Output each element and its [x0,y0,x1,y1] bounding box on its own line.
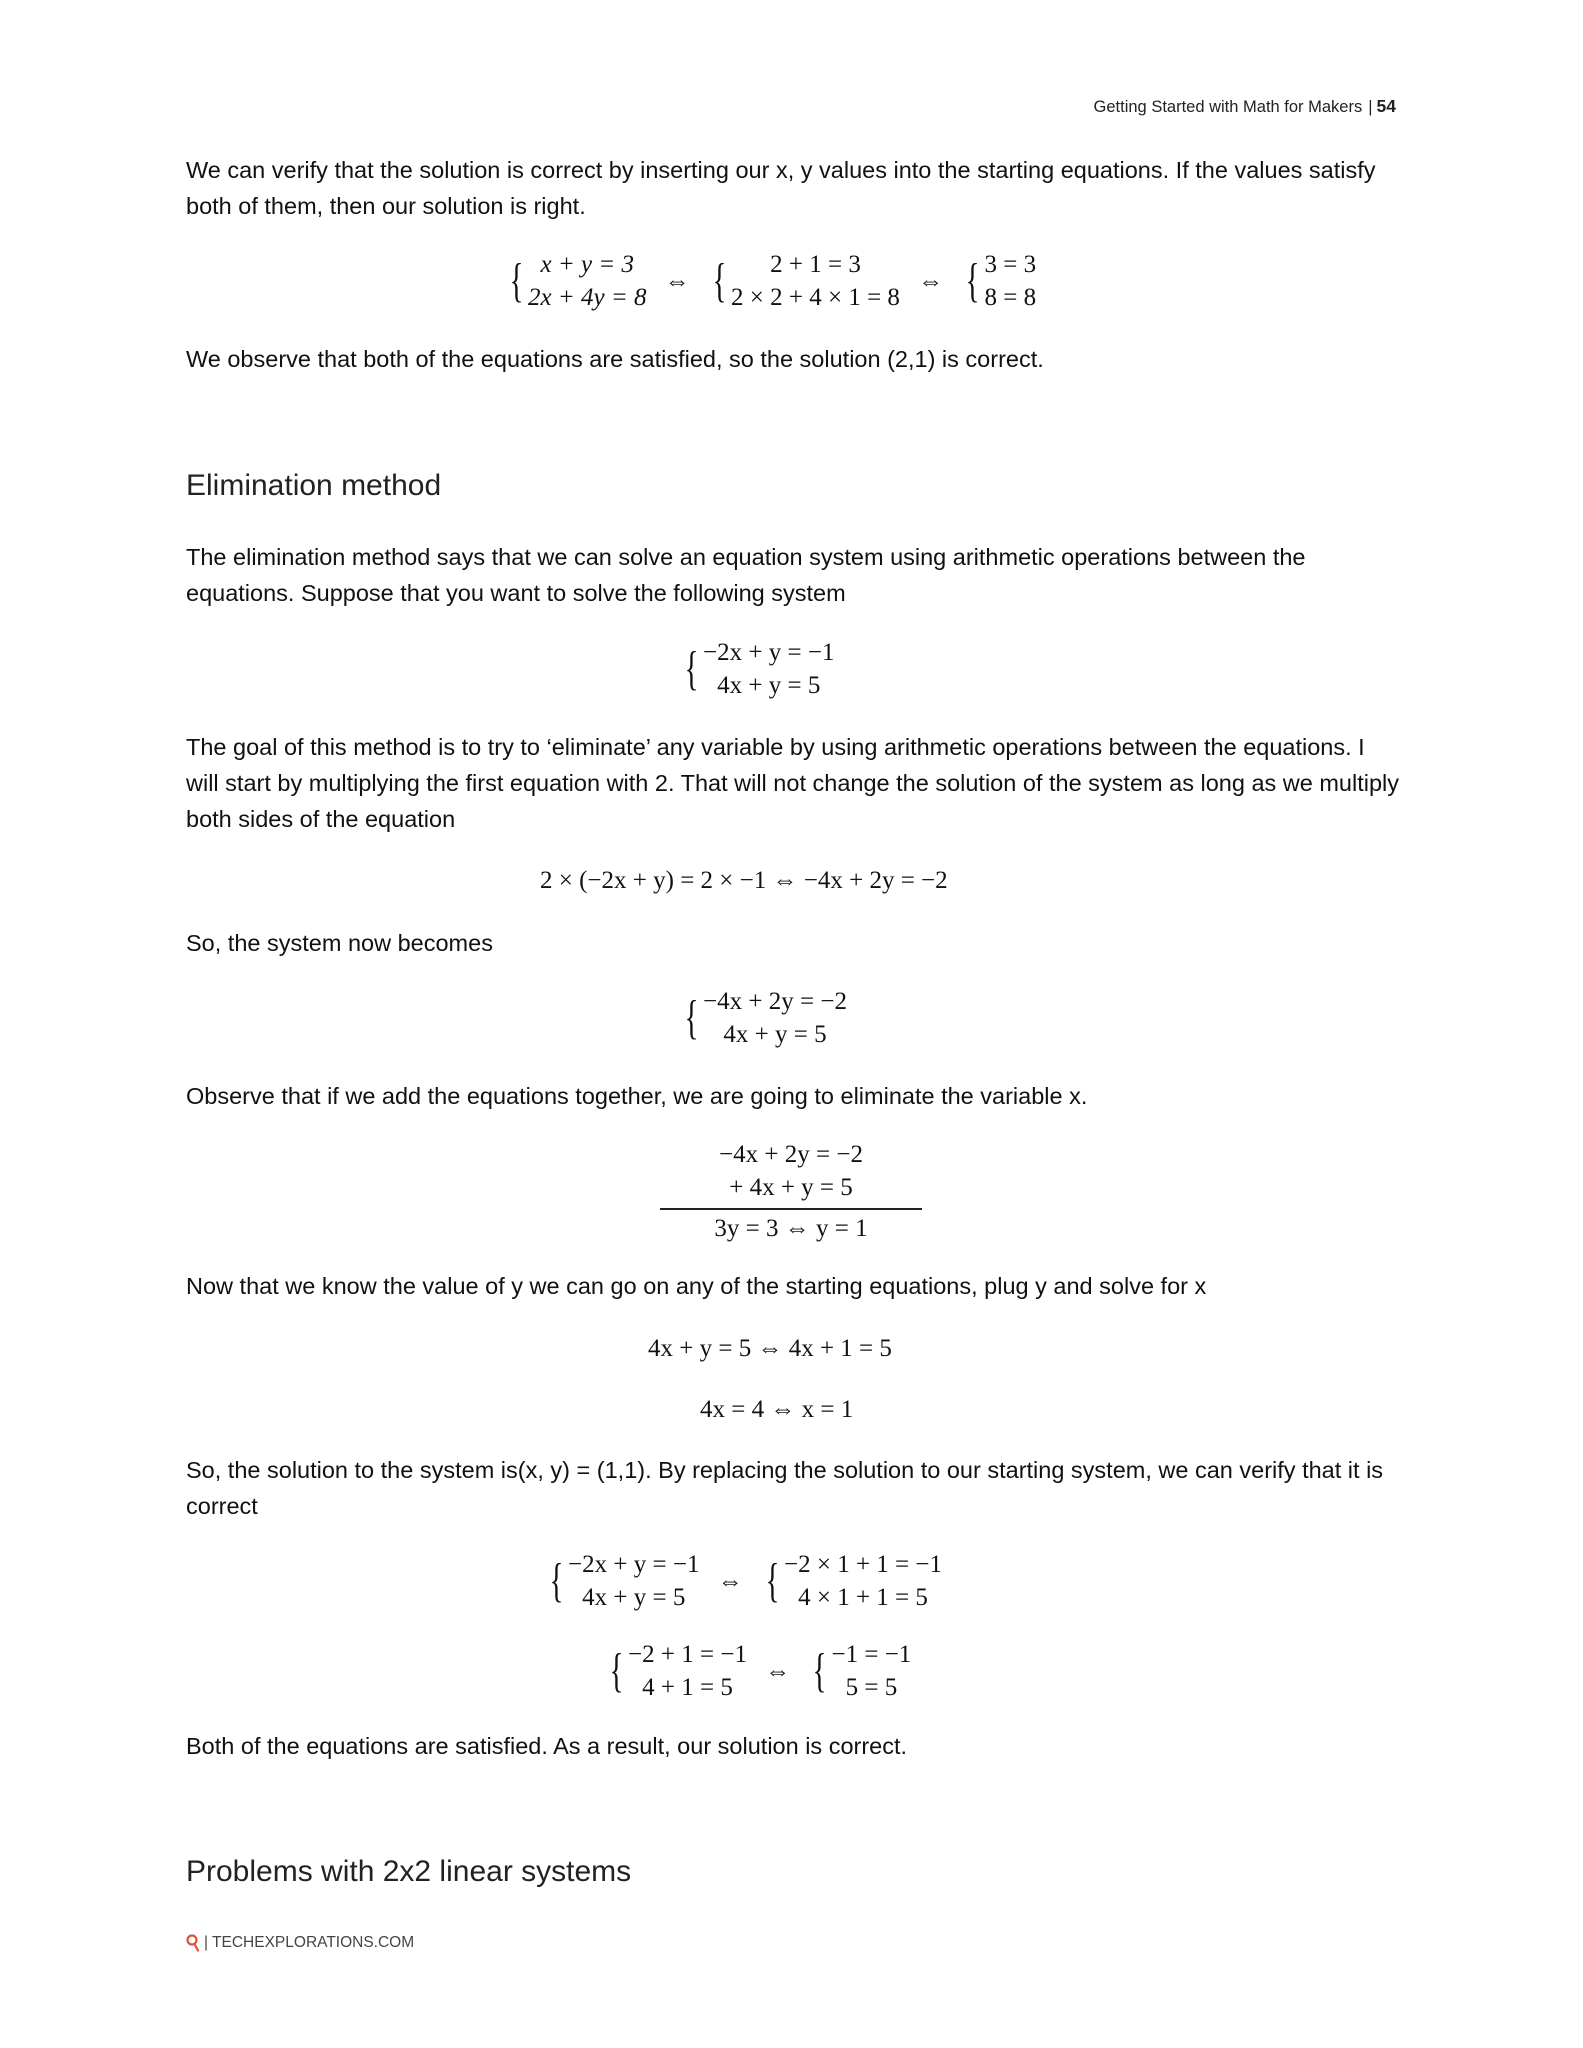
page-header [1094,96,1396,117]
paragraph-verify-intro: We can verify that the solution is correct by inserting our x, y values into the starting equations. If the values satisfy both of them, then our solution is right. [186,157,1376,219]
brace-symbol: { [765,1554,780,1607]
paragraph-elimination-goal: The goal of this method is to try to ‘eliminate’ any variable by using arithmetic operations between the equations. I will start by multiplying the first equation with 2. That will not change the solution of the system as long as we multiply both sides of the equation [186,734,1400,832]
equation-line: −4x + 2y = −2 [703,988,847,1015]
header-separator: | [1368,98,1373,116]
paragraph-plug-y: Now that we know the value of y we can go on any of the starting equations, plug y and solve for x [186,1273,1207,1299]
brace-symbol: { [684,642,699,695]
techexplorations-logo-icon [186,1934,200,1952]
brace-symbol: { [712,254,727,307]
equation-line: 8 = 8 [984,284,1037,311]
equation-line: 4x + y = 5 [723,1021,827,1048]
iff-symbol: ⇔ [717,1567,743,1595]
equation-system [961,248,1036,314]
equation-line: 4 + 1 = 5 [642,1674,733,1701]
paragraph-solution-verify: So, the solution to the system is(x, y) = (1,1). By replacing the solution to our starting system, we can verify that it is correct [186,1457,1384,1519]
equation-line: 5 = 5 [845,1674,898,1701]
brace-symbol: { [549,1554,564,1607]
equation-system [680,985,847,1051]
equation-solve-1: 4x + y = 5 ⇔ 4x + 1 = 5 [648,1335,892,1362]
equation-line: −2x + y = −1 [703,639,835,666]
brace-symbol: { [509,254,524,307]
equation-line: 3 = 3 [984,251,1037,278]
equation-verify-2-row-2 [605,1638,911,1704]
equation-system [708,248,900,314]
equation-line: x + y = 3 [540,251,634,278]
brace-symbol: { [966,254,980,307]
equation-line: 2 × 2 + 4 × 1 = 8 [731,284,900,311]
brace-symbol: { [813,1644,827,1697]
equation-solve-2: 4x = 4 ⇔ x = 1 [700,1396,854,1423]
section-heading-problems: Problems with 2x2 linear systems [186,1855,632,1888]
page-number: 54 [1376,96,1396,116]
paragraph-add-equations: Observe that if we add the equations together, we are going to eliminate the variable x. [186,1083,1088,1109]
addition-result: 3y = 3 ⇔ y = 1 [714,1215,868,1242]
equation-line: −2 + 1 = −1 [628,1641,747,1668]
section-heading-elimination: Elimination method [186,469,442,502]
equation-line: 4x + y = 5 [717,672,821,699]
equation-line: −2 × 1 + 1 = −1 [784,1551,942,1578]
paragraph-system-now: So, the system now becomes [186,930,493,956]
equation-multiply: 2 × (−2x + y) = 2 × −1 ⇔ −4x + 2y = −2 [540,867,948,894]
iff-symbol: ⇔ [765,1657,791,1685]
addition-row: −4x + 2y = −2 [719,1141,863,1168]
equation-system-2 [680,985,847,1051]
equation-system [761,1548,942,1614]
equation-verify-2-row-1 [545,1548,942,1614]
footer-site: | TECHEXPLORATIONS.COM [204,1934,415,1951]
brace-symbol: { [609,1644,624,1697]
book-title: Getting Started with Math for Makers [1093,98,1363,116]
equation-line: −1 = −1 [831,1641,912,1668]
equation-system [545,1548,699,1614]
equation-line: 2x + 4y = 8 [528,284,647,311]
equation-system [808,1638,911,1704]
equation-line: 2 + 1 = 3 [770,251,861,278]
equation-line: −2x + y = −1 [568,1551,700,1578]
page-footer [186,1934,414,1952]
paragraph-both-satisfied: Both of the equations are satisfied. As a result, our solution is correct. [186,1733,908,1759]
iff-symbol: ⇔ [664,267,690,295]
addition-rule [660,1208,922,1210]
equation-system [605,1638,747,1704]
equation-system-1 [680,636,834,702]
addition-row: + 4x + y = 5 [729,1174,853,1201]
equation-line: 4 × 1 + 1 = 5 [798,1584,928,1611]
equation-line: 4x + y = 5 [582,1584,686,1611]
brace-symbol: { [684,991,699,1044]
iff-symbol: ⇔ [918,267,944,295]
equation-system [680,636,834,702]
paragraph-elimination-intro: The elimination method says that we can solve an equation system using arithmetic operations between the equations. Suppose that you want to solve the following system [186,544,1306,606]
paragraph-solution-correct: We observe that both of the equations are satisfied, so the solution (2,1) is correct. [186,346,1044,372]
equation-system [505,248,646,314]
equation-verify-system-1 [505,248,1036,314]
equation-addition [660,1138,922,1245]
